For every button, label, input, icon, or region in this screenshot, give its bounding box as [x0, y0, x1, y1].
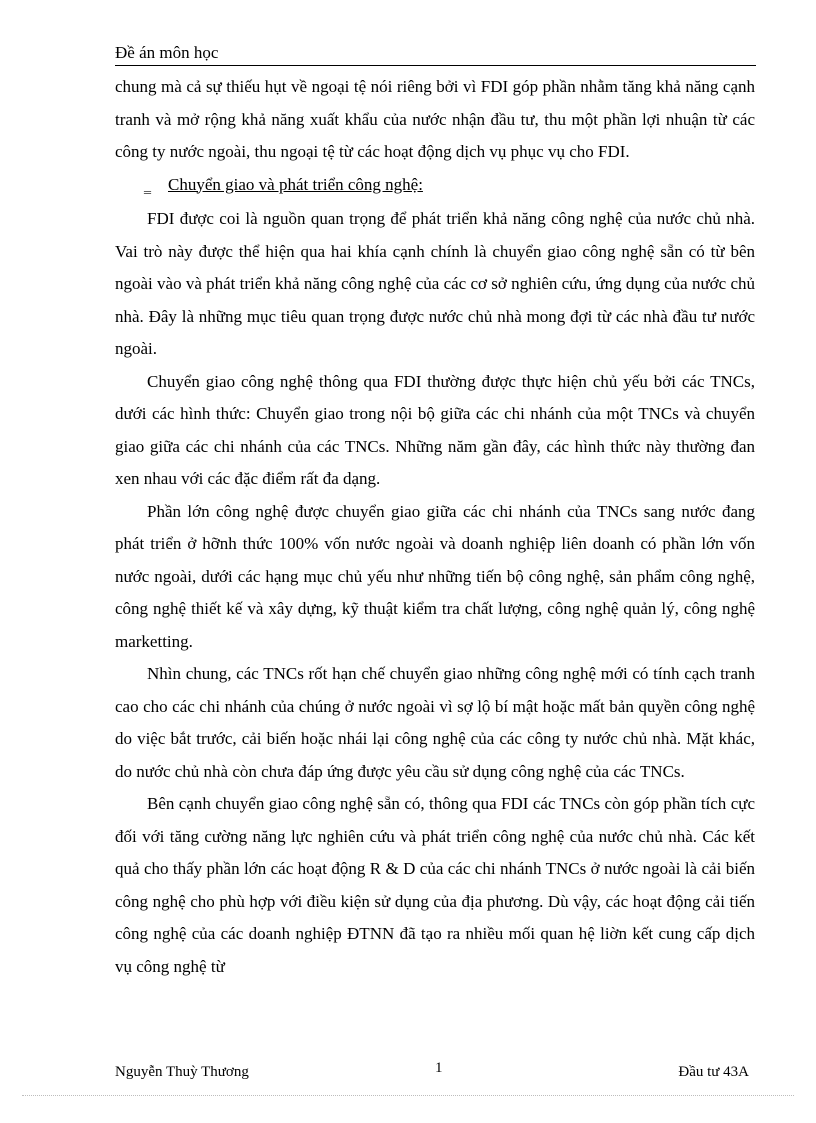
page-bottom-divider	[22, 1095, 794, 1096]
paragraph: FDI được coi là nguồn quan trọng để phát triển khả năng công nghệ của nước chủ nhà. Vai trò này được thể hiện qua hai khía cạnh chính là chuyển giao công nghệ sẵn có từ bên ngoài vào và phát triển khả năng công nghệ của các cơ sở nghiên cứu, ứng dụng của nước chủ nhà. Đây là những mục tiêu quan trọng được nước chủ nhà mong đợi từ các nhà đầu tư nước ngoài.	[115, 209, 755, 358]
paragraph: Nhìn chung, các TNCs rốt hạn chế chuyển giao những công nghệ mới có tính cạch tranh cao cho các chi nhánh của chúng ở nước ngoài vì sợ lộ bí mật hoặc mất bản quyền công nghệ do việc bắt trước, cải biến hoặc nhái lại công nghệ của các công ty nước chủ nhà. Mặt khác, do nước chủ nhà còn chưa đáp ứng được yêu cầu sử dụng công nghệ của các TNCs.	[115, 664, 755, 781]
paragraph: Chuyển giao công nghệ thông qua FDI thường được thực hiện chủ yếu bởi các TNCs, dưới các hình thức: Chuyển giao trong nội bộ giữa các chi nhánh của một TNCs và chuyển giao giữa các chi nhánh của các TNCs. Những năm gần đây, các hình thức này thường đan xen nhau với các đặc điểm rất đa dạng.	[115, 371, 755, 488]
document-body	[115, 71, 755, 983]
header-divider	[115, 65, 756, 66]
dash-bullet-icon: ‗	[144, 178, 151, 194]
paragraph: Phần lớn công nghệ được chuyển giao giữa các chi nhánh của TNCs sang nước đang phát triển ở hỡnh thức 100% vốn nước ngoài và doanh nghiệp liên doanh có phần lớn vốn nước ngoài, dưới các hạng mục chủ yếu như những tiến bộ công nghệ, sản phẩm công nghệ, công nghệ thiết kế và xây dựng, kỹ thuật kiểm tra chất lượng, công nghệ quản lý, công nghệ marketting.	[115, 501, 755, 651]
header-title: Đề án môn học	[115, 43, 219, 62]
bullet-item	[115, 169, 755, 204]
paragraph: Bên cạnh chuyển giao công nghệ sẵn có, thông qua FDI các TNCs còn góp phần tích cực đối với tăng cường năng lực nghiên cứu và phát triển công nghệ của nước chủ nhà. Các kết quả cho thấy phần lớn các hoạt động R & D của các chi nhánh TNCs ở nước ngoài là cải biến công nghệ cho phù hợp với điều kiện sử dụng của địa phương. Dù vậy, các hoạt động cải tiến công nghệ của các doanh nghiệp ĐTNN đã tạo ra nhiều mối quan hệ liờn kết cung cấp dịch vụ công nghệ từ	[115, 794, 755, 976]
footer-class-name: Đầu tư 43A	[678, 1064, 749, 1080]
page-footer	[115, 1061, 755, 1083]
section-heading: Chuyển giao và phát triển công nghệ:	[168, 174, 423, 194]
paragraph: chung mà cả sự thiếu hụt về ngoại tệ nói riêng bởi vì FDI góp phần nhằm tăng khả năng cạnh tranh và mở rộng khả năng xuất khẩu của nước nhận đầu tư, thu một phần lợi nhuận từ các công ty nước ngoài, thu ngoại tệ từ các hoạt động dịch vụ phục vụ cho FDI.	[115, 77, 755, 161]
footer-author: Nguyễn Thuỳ Thương	[115, 1064, 249, 1080]
page-number: 1	[435, 1060, 443, 1076]
